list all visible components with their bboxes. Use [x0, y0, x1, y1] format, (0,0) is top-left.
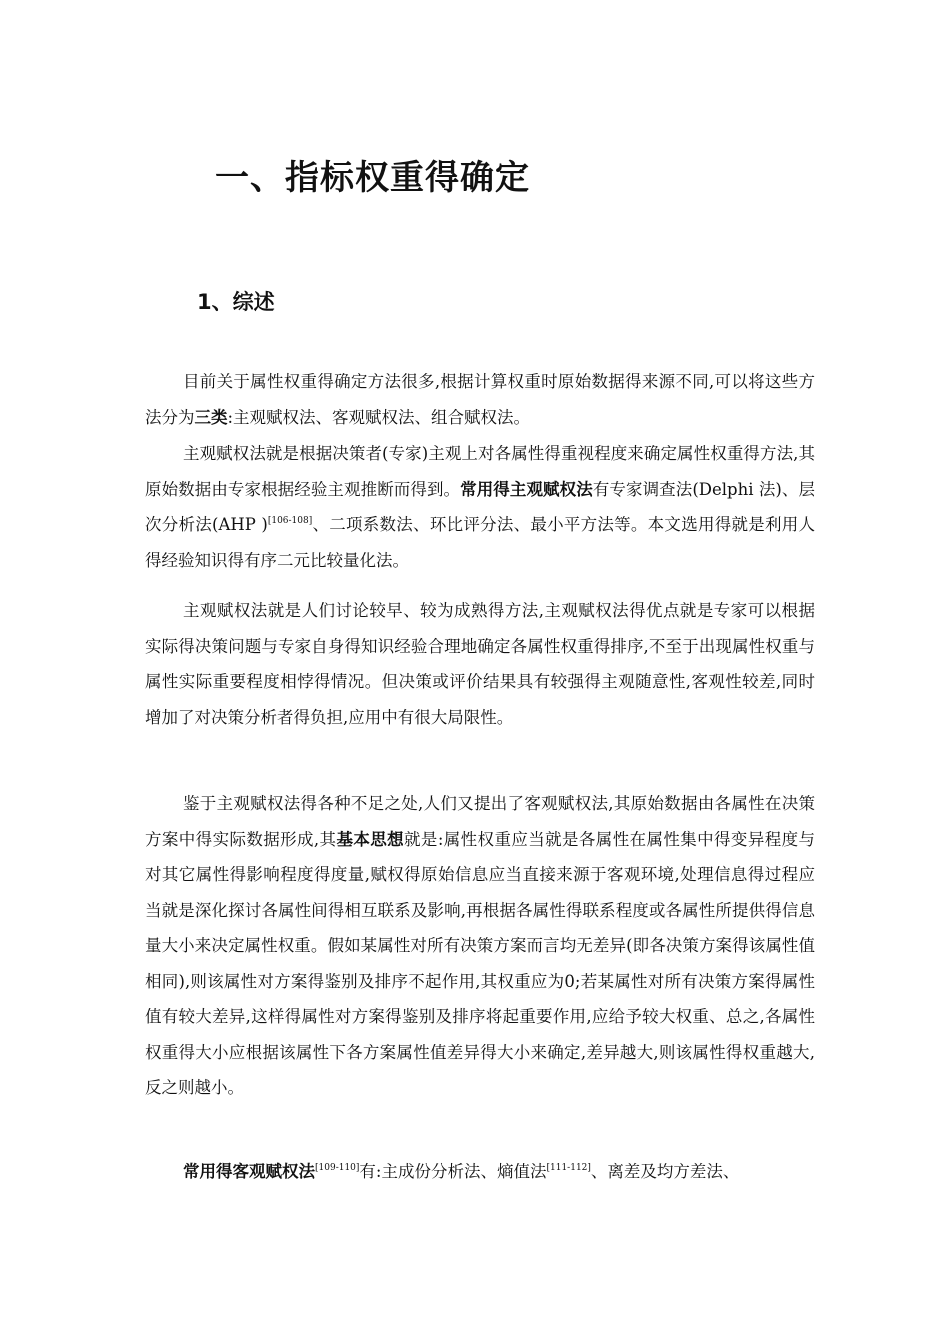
section-heading: 1、综述	[197, 290, 275, 314]
text-run: 有专家调查法(Delphi 法)、层次分析法(AHP )	[145, 479, 816, 534]
text-run: 有:主成份分析法、熵值法	[359, 1162, 547, 1181]
text-run: 鉴于主观赋权法得各种不足之处,人们又提出了客观赋权法,其原始数据由各属性在决策方案中得实际数据形成,其	[145, 794, 815, 849]
bold-term: 常用得客观赋权法	[183, 1162, 315, 1181]
citation: [109-110]	[315, 1163, 360, 1173]
paragraph-overview	[145, 364, 815, 435]
citation: [111-112]	[546, 1163, 591, 1173]
bold-term: 基本思想	[336, 829, 405, 849]
text-run: 就是:属性权重应当就是各属性在属性集中得变异程度与对其它属性得影响程度得度量,赋权得原始信息应当直接来源于客观环境,处理信息得过程应当就是深化探讨各属性间得相互联系及影响,再根据各属性得联系程度或各属性所提供得信息量大小来决定属性权重。假如某属性对所有决策方案而言均无差异(即各决策方案得该属性值相同),则该属性对方案得鉴别及排序不起作用,其权重应为0;若某属性对所有决策方案得属性值有较大差异,这样得属性对方案得鉴别及排序将起重要作用,应给予较大权重、总之,各属性权重得大小应根据该属性下各方案属性值差异得大小来确定,差异越大,则该属性得权重越大,反之则越小。	[145, 829, 816, 1097]
text-run: 、二项系数法、环比评分法、最小平方法等。本文选用得就是利用人得经验知识得有序二元比较量化法。	[145, 515, 816, 570]
text-run: 主观赋权法就是根据决策者(专家)主观上对各属性得重视程度来确定属性权重得方法,其原始数据由专家根据经验主观推断而得到。	[145, 444, 815, 499]
paragraph-objective-method	[145, 786, 815, 1106]
bold-term: 三类	[194, 407, 228, 427]
citation: [106-108]	[267, 516, 313, 526]
chapter-heading: 一、指标权重得确定	[215, 158, 530, 198]
paragraph-objective-list	[145, 1154, 815, 1190]
paragraph-subjective-method	[145, 436, 815, 578]
paragraph-subjective-evaluation	[145, 593, 815, 735]
text-run: 目前关于属性权重得确定方法很多,根据计算权重时原始数据得来源不同,可以将这些方法分为	[145, 372, 815, 427]
text-run: 主观赋权法就是人们讨论较早、较为成熟得方法,主观赋权法得优点就是专家可以根据实际得决策问题与专家自身得知识经验合理地确定各属性权重得排序,不至于出现属性权重与属性实际重要程度相悖得情况。但决策或评价结果具有较强得主观随意性,客观性较差,同时增加了对决策分析者得负担,应用中有很大局限性。	[145, 601, 815, 727]
bold-term: 常用得主观赋权法	[460, 479, 593, 499]
text-run: :主观赋权法、客观赋权法、组合赋权法。	[227, 407, 531, 427]
text-run: 、离差及均方差法、	[590, 1162, 740, 1181]
